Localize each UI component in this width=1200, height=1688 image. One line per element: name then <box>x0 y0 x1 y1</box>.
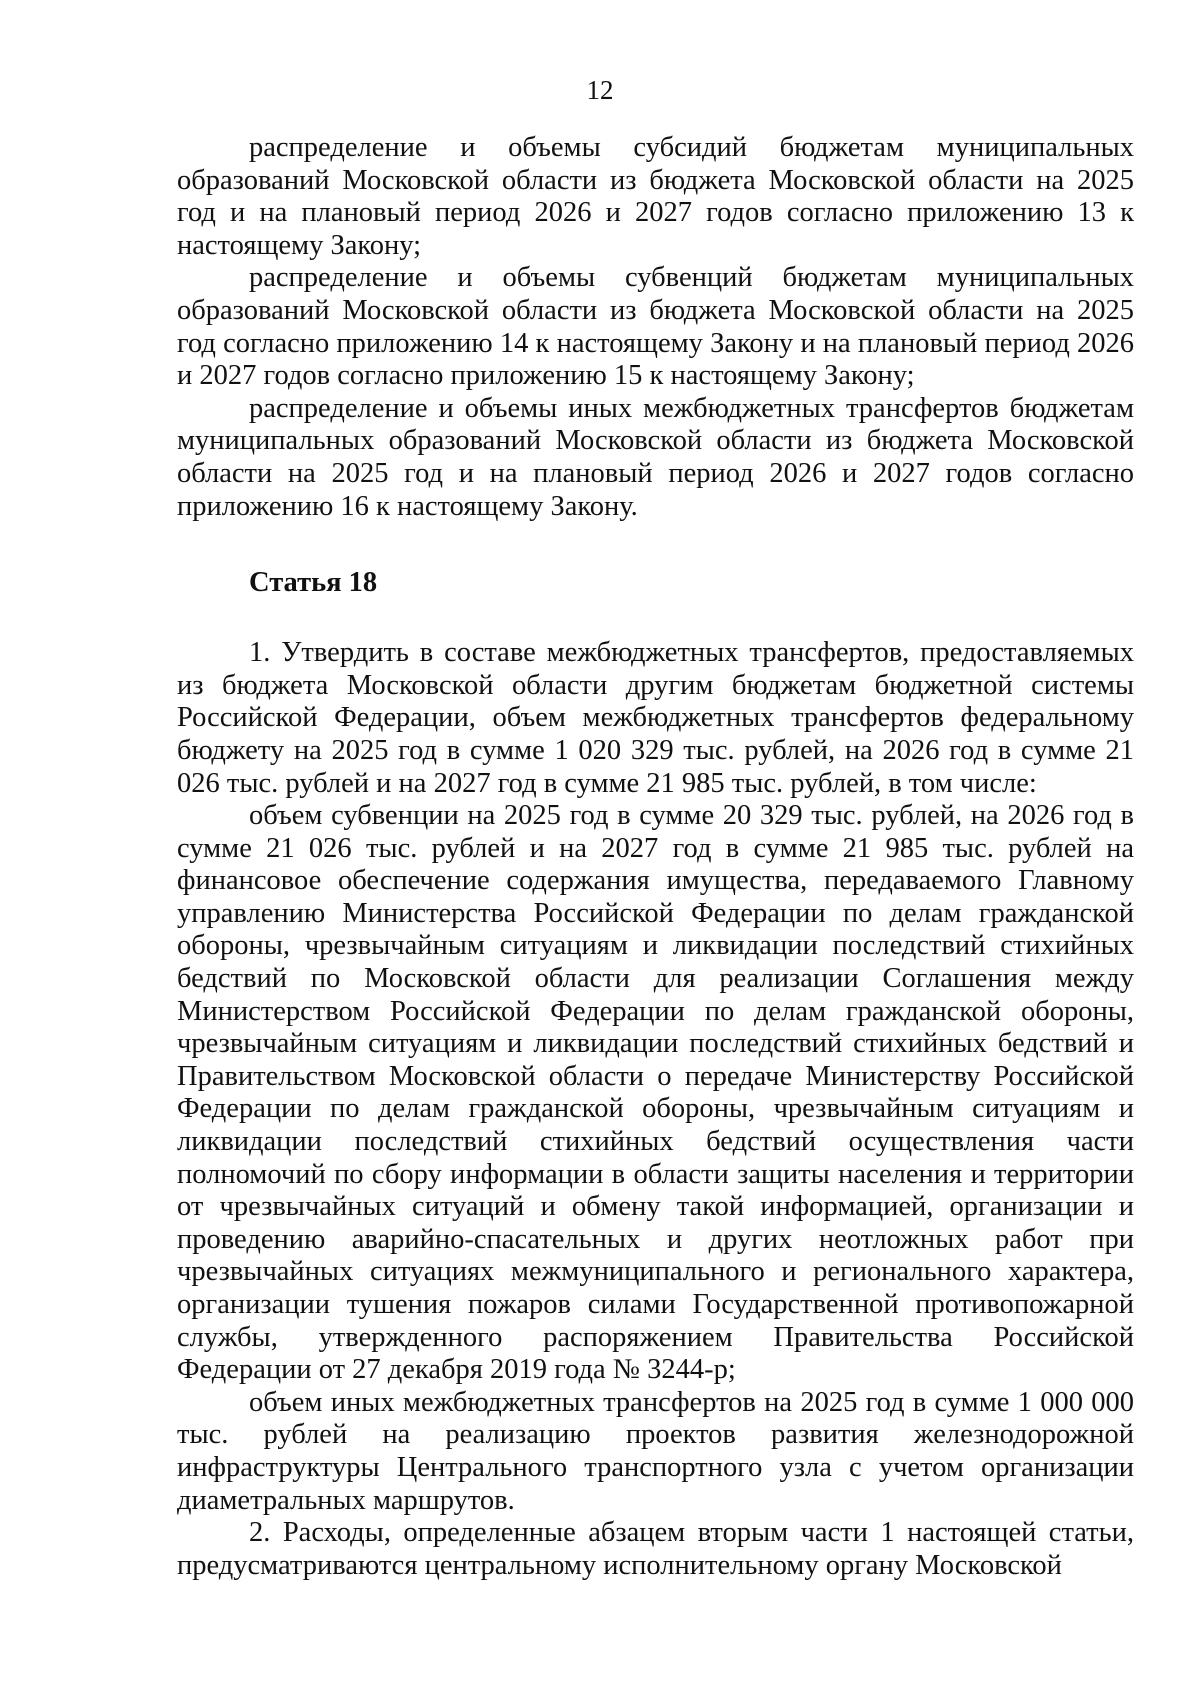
document-body <box>177 132 1134 1582</box>
paragraph-other-transfers: распределение и объемы иных межбюджетных трансфертов бюджетам муниципальных образований Московской области из бюджета Московской области на 2025 год и на плановый период 2026 и 2027 годов согласно приложению 16 к настоящему Закону. <box>177 392 1134 522</box>
article-paragraph-other-transfers: объем иных межбюджетных трансфертов на 2025 год в сумме 1 000 000 тыс. рублей на реализацию проектов развития железнодорожной инфраструктуры Центрального транспортного узла с учетом организации диаметральных маршрутов. <box>177 1386 1134 1516</box>
article-paragraph-1: 1. Утвердить в составе межбюджетных трансфертов, предоставляемых из бюджета Московской области другим бюджетам бюджетной системы Российской Федерации, объем межбюджетных трансфертов федеральному бюджету на 2025 год в сумме 1 020 329 тыс. рублей, на 2026 год в сумме 21 026 тыс. рублей и на 2027 год в сумме 21 985 тыс. рублей, в том числе: <box>177 637 1134 799</box>
paragraph-subsidies: распределение и объемы субсидий бюджетам муниципальных образований Московской области из бюджета Московской области на 2025 год и на плановый период 2026 и 2027 годов согласно приложению 13 к настоящему Закону; <box>177 132 1134 261</box>
article-heading: Статья 18 <box>249 567 378 599</box>
paragraph-subventions: распределение и объемы субвенций бюджетам муниципальных образований Московской области из бюджета Московской области на 2025 год согласно приложению 14 к настоящему Закону и на плановый период 2026 и 2027 годов согласно приложению 15 к настоящему Закону; <box>177 262 1134 392</box>
article-paragraph-2: 2. Расходы, определенные абзацем вторым части 1 настоящей статьи, предусматриваются центральному исполнительному органу Московской <box>177 1517 1134 1581</box>
article-paragraph-subvention: объем субвенции на 2025 год в сумме 20 329 тыс. рублей, на 2026 год в сумме 21 026 тыс. рублей и на 2027 год в сумме 21 985 тыс. рублей на финансовое обеспечение содержания имущества, передаваемого Главному управлению Министерства Российской Федерации по делам гражданской обороны, чрезвычайным ситуациям и ликвидации последствий стихийных бедствий по Московской области для реализации Соглашения между Министерством Российской Федерации по делам гражданской обороны, чрезвычайным ситуациям и ликвидации последствий стихийных бедствий и Правительством Московской области о передаче Министерству Российской Федерации по делам гражданской обороны, чрезвычайным ситуациям и ликвидации последствий стихийных бедствий осуществления части полномочий по сбору информации в области защиты населения и территории от чрезвычайных ситуаций и обмену такой информацией, организации и проведению аварийно-спасательных и других неотложных работ при чрезвычайных ситуациях межмуниципального и регионального характера, организации тушения пожаров силами Государственной противопожарной службы, утвержденного распоряжением Правительства Российской Федерации от 27 декабря 2019 года № 3244-р; <box>177 800 1134 1386</box>
page-number: 12 <box>586 75 614 105</box>
